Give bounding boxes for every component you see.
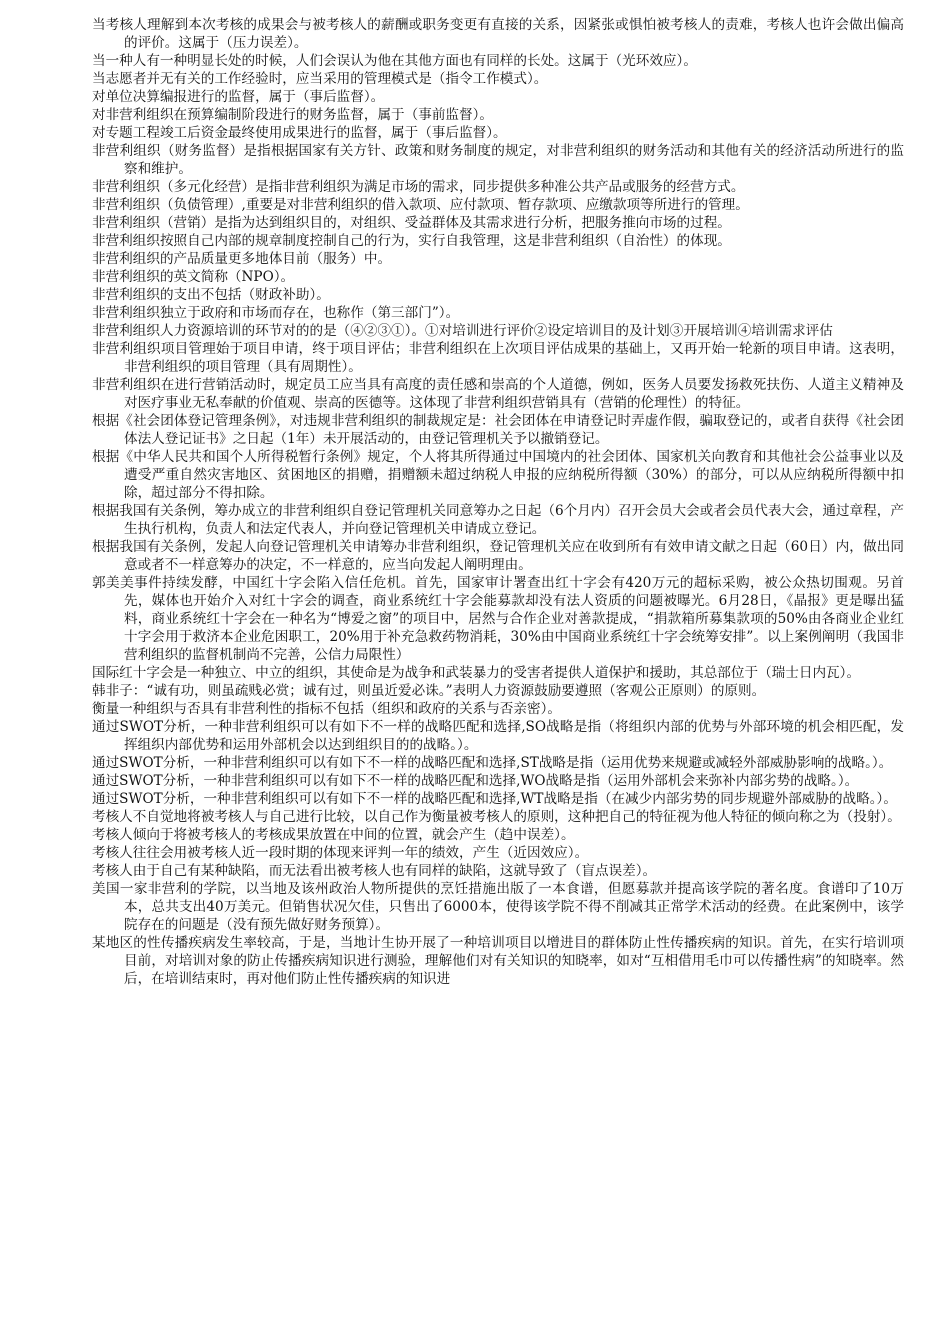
qa-paragraph: 根据我国有关条例，发起人向登记管理机关申请筹办非营利组织，登记管理机关应在收到所有有效申请文献之日起（60日）内，做出同意或者不一样意筹办的决定，不一样意的，应当向发起人阐明理由。 [92,539,904,573]
qa-paragraph: 考核人倾向于将被考核人的考核成果放置在中间的位置，就会产生（趋中误差）。 [92,827,575,843]
qa-paragraph: 根据《中华人民共和国个人所得税暂行条例》规定，个人将其所得通过中国境内的社会团体、国家机关向教育和其他社会公益事业以及遭受严重自然灾害地区、贫困地区的捐赠，捐赠额未超过纳税人申报的应纳税所得额（30%）的部分，可以从应纳税所得额中扣除，超过部分不得扣除。 [92,449,904,501]
qa-paragraph: 国际红十字会是一种独立、中立的组织，其使命是为战争和武装暴力的受害者提供人道保护和援助，其总部位于（瑞士日内瓦）。 [92,665,861,681]
qa-paragraph: 非营利组织（多元化经营）是指非营利组织为满足市场的需求，同步提供多种准公共产品或服务的经营方式。 [92,179,745,195]
qa-paragraph: 根据《社会团体登记管理条例》，对违规非营利组织的制裁规定是：社会团体在申请登记时弄虚作假，骗取登记的，或者自获得《社会团体法人登记证书》之日起（1年）未开展活动的，由登记管理机关予以撤销登记。 [92,413,904,447]
qa-paragraph: 通过SWOT分析，一种非营利组织可以有如下不一样的战略匹配和选择,SO战略是指（将组织内部的优势与外部环境的机会相匹配，发挥组织内部优势和运用外部机会以达到组织目的的战略。）。 [92,719,904,753]
qa-paragraph: 非营利组织的产品质量更多地体目前（服务）中。 [92,251,392,267]
qa-paragraph: 根据我国有关条例，筹办成立的非营利组织自登记管理机关同意筹办之日起（6个月内）召开会员大会或者会员代表大会，通过章程，产生执行机构，负责人和法定代表人，并向登记管理机关申请成立登记。 [92,503,904,537]
document-page [92,16,904,988]
qa-paragraph: 韩非子：“诚有功，则虽疏贱必赏；诚有过，则虽近爱必诛。”表明人力资源鼓励要遵照（客观公正原则）的原则。 [92,683,766,699]
qa-paragraph: 非营利组织在进行营销活动时，规定员工应当具有高度的责任感和崇高的个人道德，例如，医务人员要发扬救死扶伤、人道主义精神及对医疗事业无私奉献的价值观、崇高的医德等。这体现了非营利组织营销具有（营销的伦理性）的特征。 [92,377,904,411]
qa-paragraph: 通过SWOT分析，一种非营利组织可以有如下不一样的战略匹配和选择,WO战略是指（运用外部机会来弥补内部劣势的战略。）。 [92,773,859,789]
qa-paragraph: 当考核人理解到本次考核的成果会与被考核人的薪酬或职务变更有直接的关系，因紧张或惧怕被考核人的责难，考核人也许会做出偏高的评价。这属于（压力误差）。 [92,17,904,51]
qa-paragraph: 通过SWOT分析，一种非营利组织可以有如下不一样的战略匹配和选择,ST战略是指（运用优势来规避或减轻外部威胁影响的战略。）。 [92,755,893,771]
qa-paragraph: 某地区的性传播疾病发生率较高，于是，当地计生协开展了一种培训项目以增进目的群体防止性传播疾病的知识。首先，在实行培训项目前，对培训对象的防止传播疾病知识进行测验，理解他们对有关知识的知晓率，如对“互相借用毛巾可以传播性病”的知晓率。然后，在培训结束时，再对他们防止性传播疾病的知识进 [92,935,904,987]
qa-paragraph: 考核人由于自己有某种缺陷，而无法看出被考核人也有同样的缺陷，这就导致了（盲点误差）。 [92,863,657,879]
qa-paragraph: 非营利组织项目管理始于项目申请，终于项目评估；非营利组织在上次项目评估成果的基础上，又再开始一轮新的项目申请。这表明，非营利组织的项目管理（具有周期性）。 [92,341,904,375]
qa-paragraph: 美国一家非营利的学院，以当地及该州政治人物所提供的烹饪措施出版了一本食谱，但愿募款并提高该学院的著名度。食谱印了10万本，总共支出40万美元。但销售状况欠佳，只售出了6000本，使得该学院不得不削减其正常学术活动的经费。在此案例中，该学院存在的问题是（没有预先做好财务预算）。 [92,881,904,933]
qa-paragraph: 非营利组织（财务监督）是指根据国家有关方针、政策和财务制度的规定，对非营利组织的财务活动和其他有关的经济活动所进行的监察和维护。 [92,143,904,177]
qa-paragraph: 通过SWOT分析，一种非营利组织可以有如下不一样的战略匹配和选择,WT战略是指（在减少内部劣势的同步规避外部威胁的战略。）。 [92,791,897,807]
qa-paragraph: 非营利组织（营销）是指为达到组织目的，对组织、受益群体及其需求进行分析，把服务推向市场的过程。 [92,215,731,231]
qa-paragraph: 非营利组织（负债管理）,重要是对非营利组织的借入款项、应付款项、暂存款项、应缴款项等所进行的管理。 [92,197,749,213]
qa-paragraph: 考核人往往会用被考核人近一段时期的体现来评判一年的绩效，产生（近因效应）。 [92,845,589,861]
qa-paragraph: 考核人不自觉地将被考核人与自己进行比较，以自己作为衡量被考核人的原则，这种把自己的特征视为他人特征的倾向称之为（投射）。 [92,809,901,825]
qa-paragraph: 当一种人有一种明显长处的时候，人们会误认为他在其他方面也有同样的长处。这属于（光环效应）。 [92,53,697,69]
qa-paragraph: 对单位决算编报进行的监督，属于（事后监督）。 [92,89,385,105]
qa-paragraph: 非营利组织按照自己内部的规章制度控制自己的行为，实行自我管理，这是非营利组织（自治性）的体现。 [92,233,731,249]
qa-paragraph: 当志愿者并无有关的工作经验时，应当采用的管理模式是（指令工作模式）。 [92,71,548,87]
qa-paragraph: 郭美美事件持续发酵，中国红十字会陷入信任危机。首先，国家审计署查出红十字会有420万元的超标采购，被公众热切围观。另首先，媒体也开始介入对红十字会的调查，商业系统红十字会能募款却没有法人资质的问题被曝光。6月28日，《晶报》更是曝出猛料，商业系统红十字会在一种名为“博爱之窗”的项目中，居然与合作企业对善款提成，“捐款箱所募集款项的50%由各商业企业红十字会用于救济本企业危困职工，20%用于补充急救药物消耗，30%由中国商业系统红十字会统筹安排”。以上案例阐明（我国非营利组织的监督机制尚不完善，公信力局限性） [92,575,904,663]
qa-paragraph: 非营利组织独立于政府和市场而存在，也称作（第三部门”）。 [92,305,460,321]
qa-paragraph: 非营利组织的支出不包括（财政补助）。 [92,287,330,303]
qa-paragraph: 非营利组织的英文简称（NPO）。 [92,269,295,285]
qa-paragraph: 衡量一种组织与否具有非营利性的指标不包括（组织和政府的关系与否亲密）。 [92,701,561,717]
qa-paragraph: 非营利组织人力资源培训的环节对的的是（④②③①）。①对培训进行评价②设定培训目的及计划③开展培训④培训需求评估 [92,323,833,339]
qa-paragraph: 对专题工程竣工后资金最终使用成果进行的监督，属于（事后监督）。 [92,125,507,141]
qa-paragraph: 对非营利组织在预算编制阶段进行的财务监督，属于（事前监督）。 [92,107,494,123]
